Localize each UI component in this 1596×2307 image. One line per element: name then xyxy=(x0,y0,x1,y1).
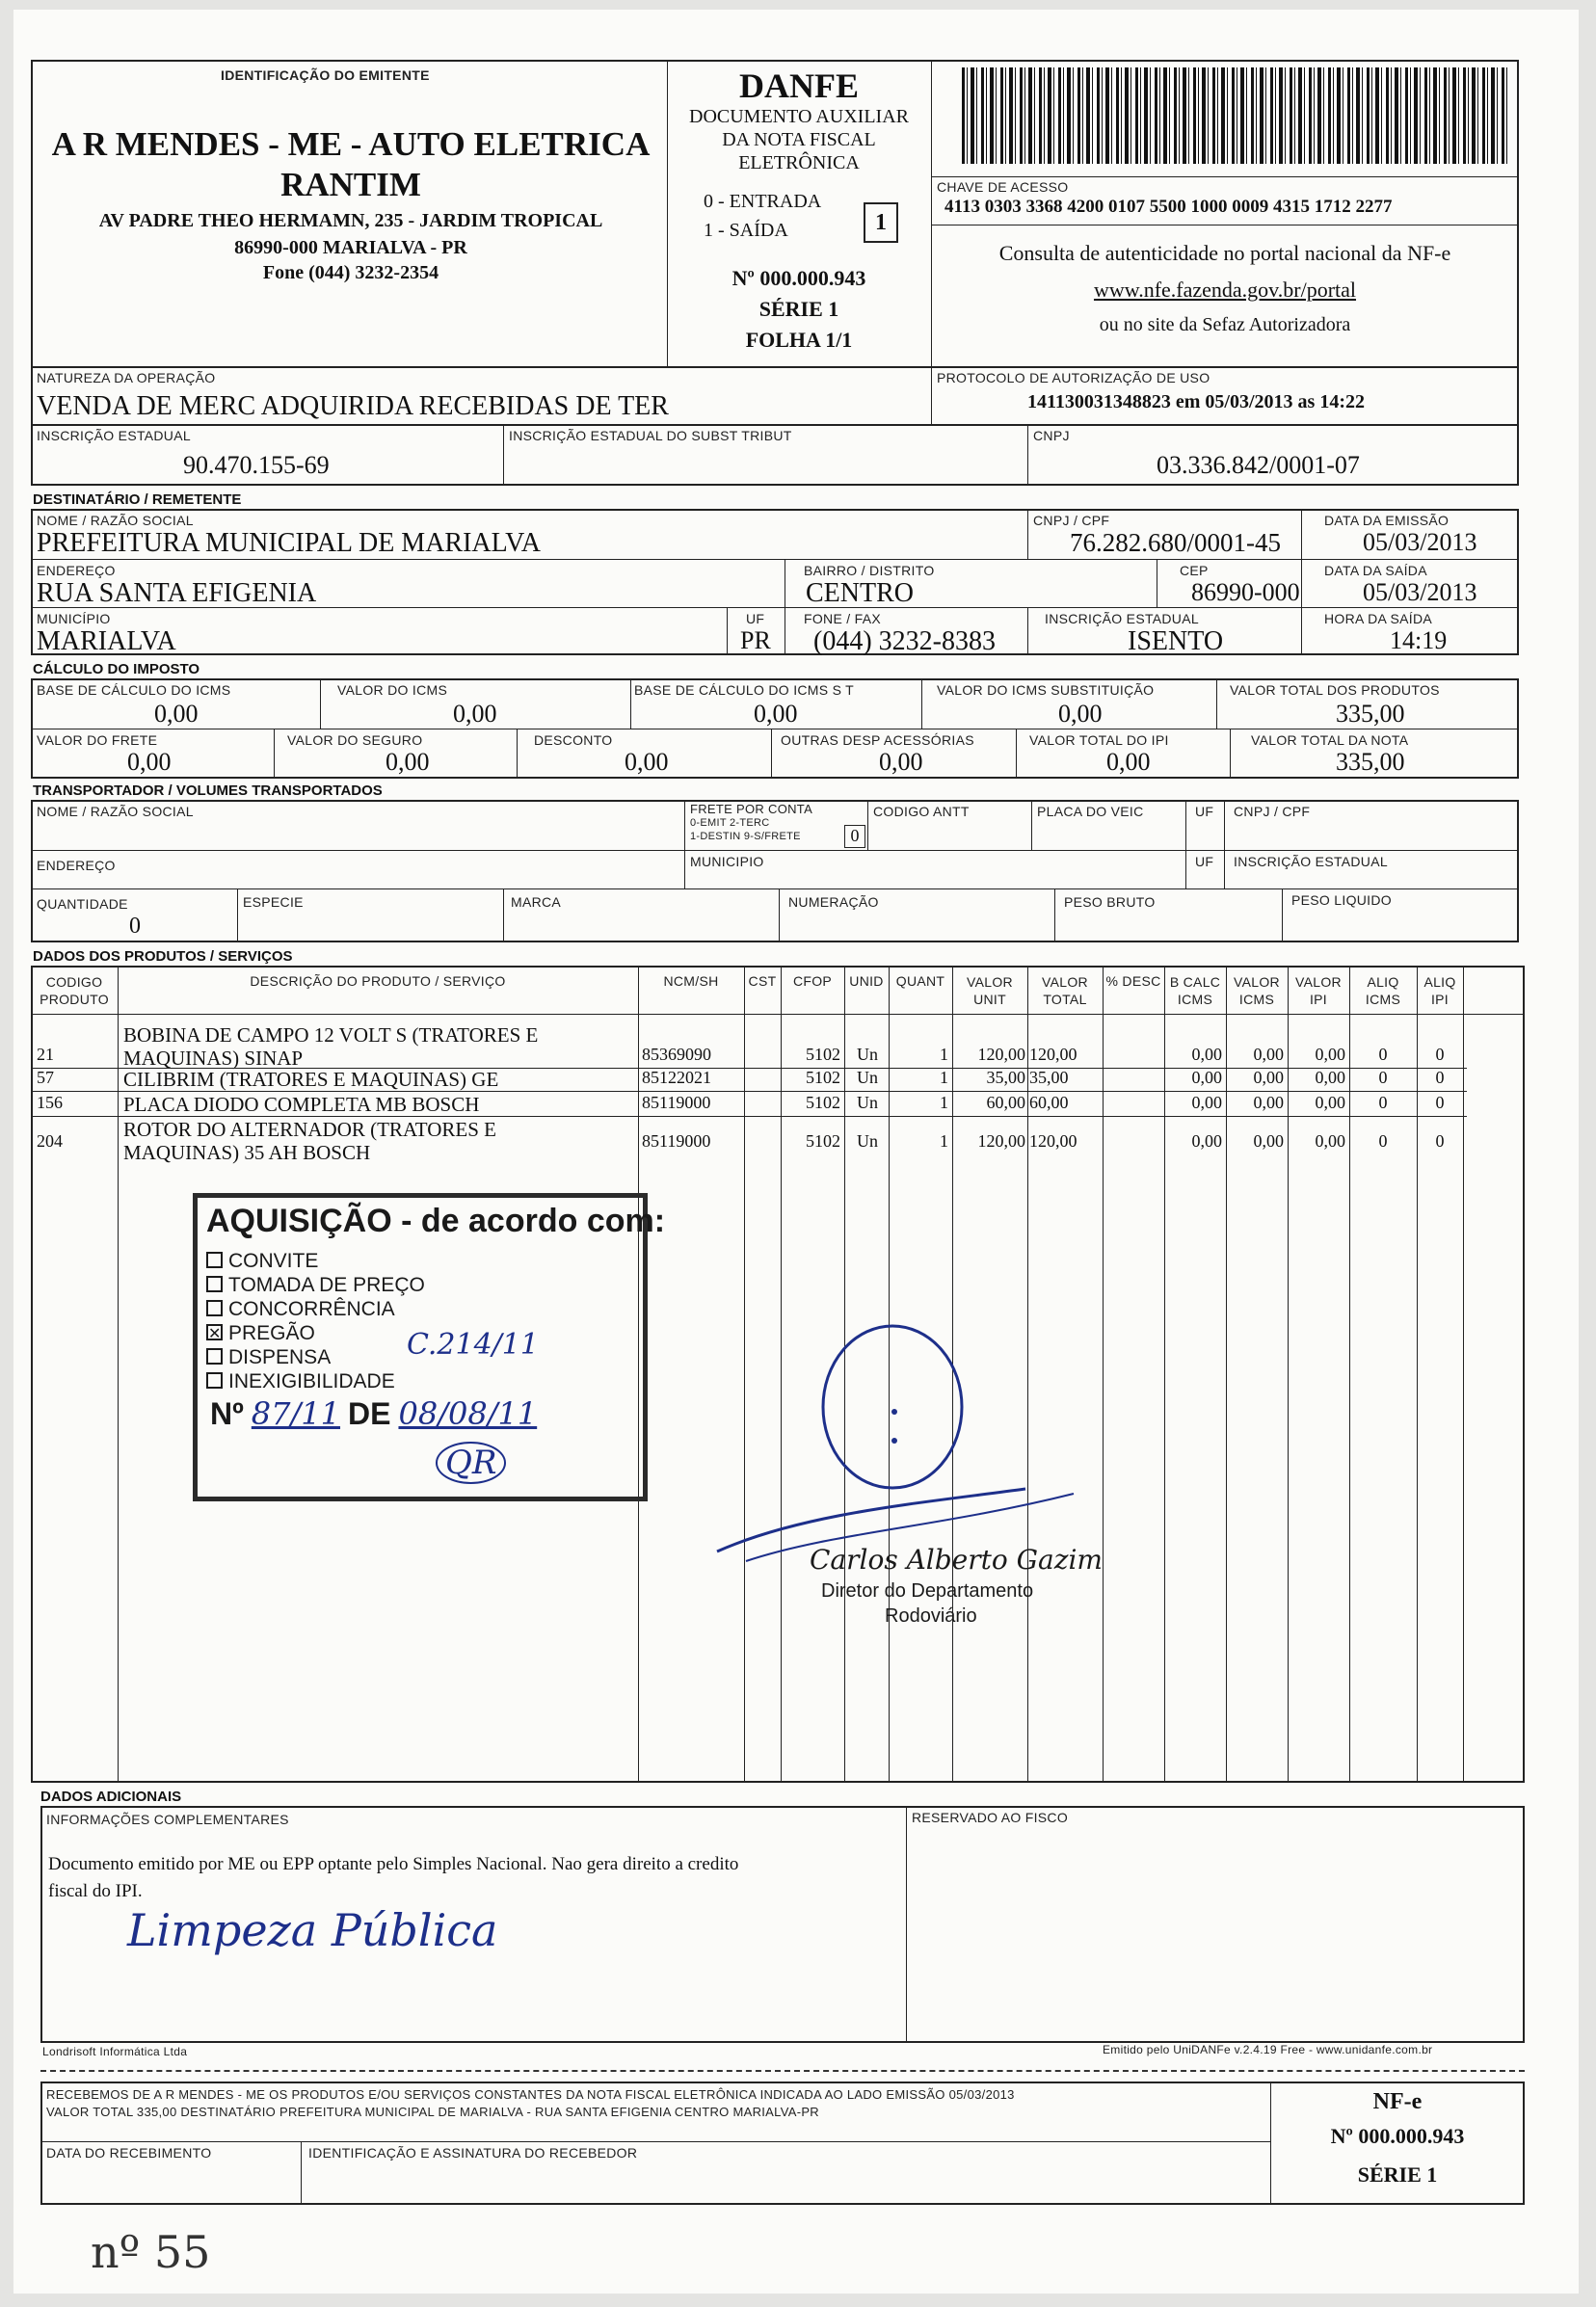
transp-qtd-label: QUANTIDADE xyxy=(37,896,128,912)
handwritten-note: Limpeza Pública xyxy=(127,1904,498,1956)
product-vunit: 35,00 xyxy=(986,1068,1025,1087)
danfe-tipo-value: 1 xyxy=(875,210,887,235)
dest-emissao: 05/03/2013 xyxy=(1363,528,1477,556)
dest-fone-label: FONE / FAX xyxy=(804,611,882,626)
transp-municipio-label: MUNICIPIO xyxy=(690,854,764,869)
product-aipi: 0 xyxy=(1435,1068,1445,1087)
th-aliq-ipi: ALIQ IPI xyxy=(1423,974,1456,1007)
outras: 0,00 xyxy=(879,748,923,776)
danfe-sub1: DOCUMENTO AUXILIAR xyxy=(689,106,909,127)
dest-fone: (044) 3232-8383 xyxy=(813,626,996,656)
product-cfop: 5102 xyxy=(806,1093,840,1112)
protocolo-value: 141130031348823 em 05/03/2013 as 14:22 xyxy=(1027,391,1365,412)
fisco-label: RESERVADO AO FISCO xyxy=(912,1810,1069,1825)
product-quant: 1 xyxy=(940,1045,948,1064)
transp-frete-val-text: 0 xyxy=(850,826,860,845)
product-bcalc: 0,00 xyxy=(1191,1045,1222,1064)
product-cfop: 5102 xyxy=(806,1131,840,1151)
dest-hora: 14:19 xyxy=(1390,626,1448,654)
danfe-tipo xyxy=(864,202,898,243)
adicionais-section: DADOS ADICIONAIS xyxy=(40,1789,182,1805)
v-st-label: VALOR DO ICMS SUBSTITUIÇÃO xyxy=(937,682,1155,698)
danfe-entrada: 0 - ENTRADA xyxy=(704,191,822,212)
product-vtotal: 60,00 xyxy=(1029,1093,1069,1112)
checkbox-icon xyxy=(206,1276,223,1292)
emitente-city: 86990-000 MARIALVA - PR xyxy=(234,237,467,258)
dest-ie: ISENTO xyxy=(1128,626,1224,656)
checkbox-icon xyxy=(206,1348,223,1365)
transp-uf-label: UF xyxy=(1195,804,1214,819)
product-codigo: 156 xyxy=(37,1093,63,1112)
cnpj-emit-label: CNPJ xyxy=(1033,428,1070,443)
transporte-section: TRANSPORTADOR / VOLUMES TRANSPORTADOS xyxy=(33,782,383,799)
transporte-box xyxy=(31,800,1519,942)
th-vunit: VALOR UNIT xyxy=(967,974,1013,1007)
signature-name: Carlos Alberto Gazim xyxy=(810,1544,1103,1576)
ie-st-label: INSCRIÇÃO ESTADUAL DO SUBST TRIBUT xyxy=(509,428,792,443)
transp-frete-opt2: 1-DESTIN 9-S/FRETE xyxy=(690,831,801,842)
product-aicms: 0 xyxy=(1378,1131,1388,1151)
emitente-name-1: A R MENDES - ME - AUTO ELETRICA xyxy=(51,125,651,163)
product-vipi: 0,00 xyxy=(1315,1131,1345,1151)
product-aicms: 0 xyxy=(1378,1068,1388,1087)
destinatario-section: DESTINATÁRIO / REMETENTE xyxy=(33,491,242,508)
stamp-initials: QR xyxy=(436,1442,506,1484)
footer-right: Emitido pelo UniDANFe v.2.4.19 Free - www.unidanfe.com.br xyxy=(1103,2043,1433,2056)
page-note: nº 55 xyxy=(91,2226,211,2278)
product-vunit: 60,00 xyxy=(986,1093,1025,1112)
stamp-no-value: 87/11 xyxy=(251,1395,341,1432)
product-unid: Un xyxy=(857,1131,878,1151)
stamp-option-label: PREGÃO xyxy=(228,1322,315,1344)
product-ncm: 85119000 xyxy=(642,1093,711,1112)
stamp-de: DE xyxy=(348,1396,391,1431)
dest-endereco-label: ENDEREÇO xyxy=(37,563,116,578)
transp-ie-label: INSCRIÇÃO ESTADUAL xyxy=(1234,854,1388,869)
product-unid: Un xyxy=(857,1093,878,1112)
produtos-section: DADOS DOS PRODUTOS / SERVIÇOS xyxy=(33,948,293,965)
transp-cnpj-label: CNPJ / CPF xyxy=(1234,804,1311,819)
transp-frete-label: FRETE POR CONTA xyxy=(690,802,813,816)
product-codigo: 204 xyxy=(37,1131,63,1151)
stamp-option xyxy=(206,1297,425,1321)
dest-saida: 05/03/2013 xyxy=(1363,578,1477,606)
barcode xyxy=(962,67,1507,164)
emitente-name-2: RANTIM xyxy=(280,166,421,203)
chave-consulta: Consulta de autenticidade no portal nacional da NF-e xyxy=(998,241,1451,265)
danfe-page xyxy=(13,10,1579,2294)
product-vicms: 0,00 xyxy=(1253,1093,1284,1112)
stamp-option xyxy=(206,1369,425,1393)
nota-label: VALOR TOTAL DA NOTA xyxy=(1251,732,1409,748)
th-aliq-icms: ALIQ ICMS xyxy=(1365,974,1401,1007)
dest-cnpj: 76.282.680/0001-45 xyxy=(1070,528,1281,557)
product-vicms: 0,00 xyxy=(1253,1045,1284,1064)
stamp-option xyxy=(206,1321,425,1345)
dest-bairro: CENTRO xyxy=(806,578,914,608)
v-icms: 0,00 xyxy=(453,700,497,728)
ipi: 0,00 xyxy=(1106,748,1151,776)
product-unid: Un xyxy=(857,1068,878,1087)
dest-saida-label: DATA DA SAÍDA xyxy=(1324,563,1427,578)
checkbox-icon xyxy=(206,1372,223,1389)
product-quant: 1 xyxy=(940,1093,948,1112)
desconto-label: DESCONTO xyxy=(534,732,613,748)
emitente-phone: Fone (044) 3232-2354 xyxy=(262,262,439,283)
outras-label: OUTRAS DESP ACESSÓRIAS xyxy=(781,732,974,748)
transp-marca-label: MARCA xyxy=(511,894,562,910)
canhoto-serie: SÉRIE 1 xyxy=(1357,2162,1438,2187)
product-vtotal: 120,00 xyxy=(1029,1131,1077,1151)
product-desc-line1: BOBINA DE CAMPO 12 VOLT S (TRATORES E xyxy=(123,1023,539,1047)
ipi-label: VALOR TOTAL DO IPI xyxy=(1029,732,1169,748)
product-vicms: 0,00 xyxy=(1253,1068,1284,1087)
stamp-option-label: DISPENSA xyxy=(228,1346,332,1368)
th-bcalc: B CALC ICMS xyxy=(1169,974,1221,1007)
danfe-title: DANFE xyxy=(739,66,859,105)
danfe-sub3: ELETRÔNICA xyxy=(738,152,860,173)
transp-frete-opt1: 0-EMIT 2-TERC xyxy=(690,817,770,829)
natureza-label: NATUREZA DA OPERAÇÃO xyxy=(37,370,216,385)
th-vicms: VALOR ICMS xyxy=(1234,974,1280,1007)
product-desc-line1: CILIBRIM (TRATORES E MAQUINAS) GE xyxy=(123,1068,499,1091)
stamp-options xyxy=(206,1249,425,1393)
product-desc-line1: ROTOR DO ALTERNADOR (TRATORES E xyxy=(123,1118,496,1141)
product-vunit: 120,00 xyxy=(977,1045,1025,1064)
product-unid: Un xyxy=(857,1045,878,1064)
th-vtotal: VALOR TOTAL xyxy=(1042,974,1088,1007)
stamp-option-label: CONVITE xyxy=(228,1250,319,1272)
stamp-date: 08/08/11 xyxy=(398,1395,538,1432)
th-descricao: DESCRIÇÃO DO PRODUTO / SERVIÇO xyxy=(250,973,506,989)
dest-cep-label: CEP xyxy=(1180,563,1209,578)
dest-cnpj-label: CNPJ / CPF xyxy=(1033,513,1110,528)
transp-frete-val xyxy=(844,825,865,848)
th-cfop: CFOP xyxy=(792,973,833,989)
product-codigo: 21 xyxy=(37,1045,54,1064)
bc-icms-label: BASE DE CÁLCULO DO ICMS xyxy=(37,682,231,698)
chave-value: 4113 0303 3368 4200 0107 5500 1000 0009 4315 1712 2277 xyxy=(944,197,1393,217)
product-row-underline xyxy=(33,1091,1467,1092)
dest-endereco: RUA SANTA EFIGENIA xyxy=(37,578,317,608)
th-codigo: CODIGO PRODUTO xyxy=(40,974,109,1007)
th-ncm: NCM/SH xyxy=(663,973,719,989)
canhoto-numero: Nº 000.000.943 xyxy=(1330,2124,1465,2148)
emitente-address: AV PADRE THEO HERMAMN, 235 - JARDIM TROPICAL xyxy=(98,210,603,231)
natureza-value: VENDA DE MERC ADQUIRIDA RECEBIDAS DE TER xyxy=(37,391,669,421)
product-desc-line2: MAQUINAS) 35 AH BOSCH xyxy=(123,1141,371,1164)
product-vicms: 0,00 xyxy=(1253,1131,1284,1151)
bc-st-label: BASE DE CÁLCULO DO ICMS S T xyxy=(634,682,855,698)
info-line2: fiscal do IPI. xyxy=(48,1881,143,1901)
signature-role1: Diretor do Departamento xyxy=(821,1580,1034,1602)
product-vipi: 0,00 xyxy=(1315,1093,1345,1112)
canhoto-data-label: DATA DO RECEBIMENTO xyxy=(46,2145,212,2161)
dest-uf: PR xyxy=(740,626,771,654)
stamp-no-prefix: Nº xyxy=(210,1396,244,1431)
emitente-label: IDENTIFICAÇÃO DO EMITENTE xyxy=(221,67,430,83)
product-aipi: 0 xyxy=(1435,1093,1445,1112)
cnpj-emit-value: 03.336.842/0001-07 xyxy=(1157,451,1360,479)
product-row-underline xyxy=(33,1116,1467,1117)
transp-antt-label: CODIGO ANTT xyxy=(873,804,970,819)
product-vtotal: 35,00 xyxy=(1029,1068,1069,1087)
canhoto-line1: RECEBEMOS DE A R MENDES - ME OS PRODUTOS E/OU SERVIÇOS CONSTANTES DA NOTA FISCAL ELETRÔNICA INDICADA AO LADO EMISSÃO 05/03/2013 xyxy=(46,2087,1015,2102)
dest-cep: 86990-000 xyxy=(1191,578,1300,606)
danfe-serie: SÉRIE 1 xyxy=(758,297,839,321)
stamp-option-label: TOMADA DE PREÇO xyxy=(228,1274,425,1296)
dest-municipio-label: MUNICÍPIO xyxy=(37,611,111,626)
imposto-section: CÁLCULO DO IMPOSTO xyxy=(33,661,200,677)
product-aicms: 0 xyxy=(1378,1093,1388,1112)
frete-label: VALOR DO FRETE xyxy=(37,732,158,748)
bc-st: 0,00 xyxy=(754,700,798,728)
stamp-option-label: INEXIGIBILIDADE xyxy=(228,1370,395,1392)
canhoto-nfe: NF-e xyxy=(1372,2089,1423,2114)
chave-ou: ou no site da Sefaz Autorizadora xyxy=(1099,314,1351,335)
chave-url[interactable]: www.nfe.fazenda.gov.br/portal xyxy=(1093,278,1357,302)
product-desc-line1: PLACA DIODO COMPLETA MB BOSCH xyxy=(123,1093,480,1116)
product-bcalc: 0,00 xyxy=(1191,1093,1222,1112)
th-desc: % DESC xyxy=(1105,973,1161,989)
dest-nome: PREFEITURA MUNICIPAL DE MARIALVA xyxy=(37,528,542,558)
footer-left: Londrisoft Informática Ltda xyxy=(42,2045,188,2058)
transp-bruto-label: PESO BRUTO xyxy=(1064,894,1156,910)
ie-value: 90.470.155-69 xyxy=(183,451,330,479)
product-vipi: 0,00 xyxy=(1315,1068,1345,1087)
bc-icms: 0,00 xyxy=(154,700,199,728)
dest-municipio: MARIALVA xyxy=(37,626,176,656)
canhoto-assin-label: IDENTIFICAÇÃO E ASSINATURA DO RECEBEDOR xyxy=(308,2145,638,2161)
transp-liquido-label: PESO LIQUIDO xyxy=(1291,892,1392,908)
checkbox-icon xyxy=(206,1252,223,1268)
transp-nome-label: NOME / RAZÃO SOCIAL xyxy=(37,804,194,819)
danfe-numero: Nº 000.000.943 xyxy=(732,266,866,290)
info-line1: Documento emitido por ME ou EPP optante pelo Simples Nacional. Nao gera direito a credito xyxy=(48,1854,739,1874)
cut-line xyxy=(40,2070,1525,2072)
product-ncm: 85369090 xyxy=(642,1045,711,1064)
checkbox-icon xyxy=(206,1300,223,1316)
th-unid: UNID xyxy=(849,973,884,989)
checkbox-icon xyxy=(206,1324,223,1340)
transp-endereco-label: ENDEREÇO xyxy=(37,858,116,873)
transp-especie-label: ESPECIE xyxy=(243,894,304,910)
product-vipi: 0,00 xyxy=(1315,1045,1345,1064)
v-st: 0,00 xyxy=(1058,700,1103,728)
transp-numeracao-label: NUMERAÇÃO xyxy=(788,894,879,910)
dest-ie-label: INSCRIÇÃO ESTADUAL xyxy=(1045,611,1199,626)
stamp-title: AQUISIÇÃO - de acordo com: xyxy=(206,1203,666,1239)
danfe-folha: FOLHA 1/1 xyxy=(745,328,853,352)
dest-hora-label: HORA DA SAÍDA xyxy=(1324,611,1433,626)
th-cst: CST xyxy=(748,973,777,989)
dest-uf-label: UF xyxy=(746,611,765,626)
product-aipi: 0 xyxy=(1435,1045,1445,1064)
product-vtotal: 120,00 xyxy=(1029,1045,1077,1064)
product-ncm: 85122021 xyxy=(642,1068,711,1087)
product-desc-line2: MAQUINAS) SINAP xyxy=(123,1047,304,1070)
product-ncm: 85119000 xyxy=(642,1131,711,1151)
signature-role2: Rodoviário xyxy=(885,1605,977,1627)
protocolo-label: PROTOCOLO DE AUTORIZAÇÃO DE USO xyxy=(937,370,1210,385)
frete: 0,00 xyxy=(127,748,172,776)
product-codigo: 57 xyxy=(37,1068,54,1087)
stamp-no xyxy=(210,1395,537,1432)
product-cfop: 5102 xyxy=(806,1045,840,1064)
danfe-sub2: DA NOTA FISCAL xyxy=(722,129,876,150)
seguro: 0,00 xyxy=(386,748,430,776)
v-icms-label: VALOR DO ICMS xyxy=(337,682,448,698)
product-bcalc: 0,00 xyxy=(1191,1068,1222,1087)
product-cfop: 5102 xyxy=(806,1068,840,1087)
stamp-option-label: CONCORRÊNCIA xyxy=(228,1298,395,1320)
signature-scribble xyxy=(688,1320,1093,1571)
product-bcalc: 0,00 xyxy=(1191,1131,1222,1151)
stamp-option xyxy=(206,1249,425,1273)
product-vunit: 120,00 xyxy=(977,1131,1025,1151)
nota: 335,00 xyxy=(1336,748,1405,776)
chave-label: CHAVE DE ACESSO xyxy=(937,179,1069,195)
seguro-label: VALOR DO SEGURO xyxy=(287,732,423,748)
transp-placa-label: PLACA DO VEIC xyxy=(1037,804,1144,819)
desconto: 0,00 xyxy=(625,748,669,776)
stamp-option xyxy=(206,1273,425,1297)
th-vipi: VALOR IPI xyxy=(1295,974,1342,1007)
dest-nome-label: NOME / RAZÃO SOCIAL xyxy=(37,513,194,528)
v-prod: 335,00 xyxy=(1336,700,1405,728)
canhoto-line2: VALOR TOTAL 335,00 DESTINATÁRIO PREFEITURA MUNICIPAL DE MARIALVA - RUA SANTA EFIGENIA CENTRO MARIALVA-PR xyxy=(46,2105,819,2119)
transp-uf2-label: UF xyxy=(1195,854,1214,869)
product-quant: 1 xyxy=(940,1131,948,1151)
product-quant: 1 xyxy=(940,1068,948,1087)
th-quant: QUANT xyxy=(895,973,945,989)
dest-bairro-label: BAIRRO / DISTRITO xyxy=(804,563,935,578)
danfe-saida: 1 - SAÍDA xyxy=(704,220,788,241)
stamp-option xyxy=(206,1345,425,1369)
ie-label: INSCRIÇÃO ESTADUAL xyxy=(37,428,191,443)
transp-qtd: 0 xyxy=(129,914,141,939)
stamp-c-num: C.214/11 xyxy=(407,1328,539,1362)
product-aicms: 0 xyxy=(1378,1045,1388,1064)
v-prod-label: VALOR TOTAL DOS PRODUTOS xyxy=(1230,682,1440,698)
info-label: INFORMAÇÕES COMPLEMENTARES xyxy=(46,1812,289,1827)
dest-emissao-label: DATA DA EMISSÃO xyxy=(1324,513,1450,528)
product-aipi: 0 xyxy=(1435,1131,1445,1151)
